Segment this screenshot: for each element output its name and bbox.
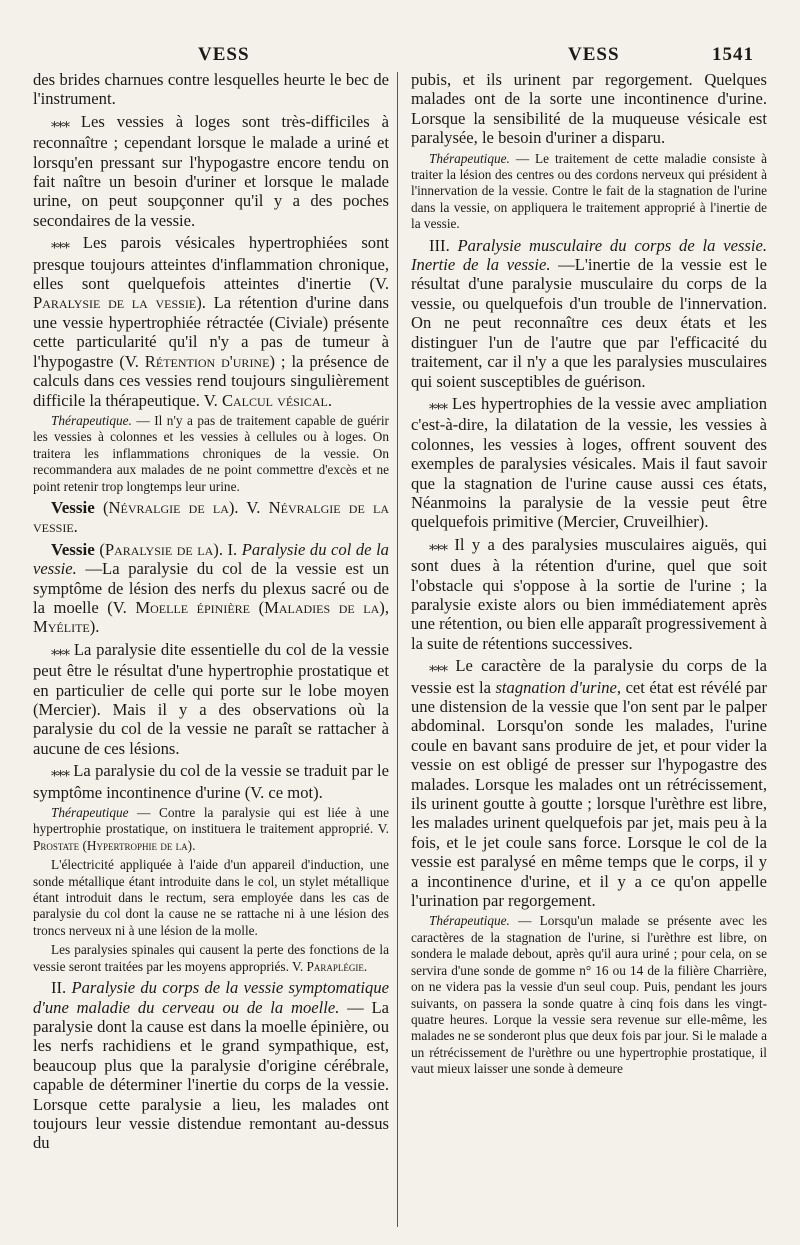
therapeutique-paragraph — [33, 805, 389, 854]
body-paragraph — [33, 540, 389, 637]
text-it: Thérapeutique. — [429, 150, 510, 166]
text-stars: ⁎⁎⁎ — [51, 765, 69, 781]
text-it: Paralysie du col de la vessie. — [33, 539, 389, 579]
text-it: Paralysie du corps de la vessie symptomatique d'une maladie du cerveau ou de la moelle. — [33, 978, 389, 1017]
text-it: Thérapeutique. — [429, 913, 510, 929]
text-run: —La paralysie du col de la vessie est un symptôme de lésion des nerfs du plexus sacré ou de la moelle (V. — [33, 559, 389, 617]
text-it: Paralysie musculaire du corps de la vessie. Inertie de la vessie. — [411, 235, 767, 275]
running-head — [0, 44, 800, 68]
text-run: Les hypertrophies de la vessie avec ampliation c'est-à-dire, la dilatation de la vessie, les vessies à colonnes, les vessies à loges, offrent souvent des exemples de paralysies vésicales. Mais il faut savoir que la stagnation de l'urine cause aussi ces états, Néanmoins la paralysie de la vessie peut être quelquefois primitive (Mercier, Cruveilhier). — [411, 393, 767, 532]
text-sc: Névralgie de la — [108, 497, 229, 517]
text-it: Thérapeutique — [51, 805, 129, 821]
text-run: Les vessies à loges sont très-difficiles à reconnaître ; cependant lorsque le malade a uriné et lorsqu'en pressant sur l'hypogastre encore tendu on fait naître un besoin d'uriner et lorsque le malade urine, on peut soupçonner qu'il y a des poches secondaires de la vessie. — [33, 111, 389, 230]
text-run: , cet état est révélé par une distension de la vessie que l'on sent par le palper abdominal. Lorsqu'on sonde les malades, l'urine coule en bavant sans produire de jet, et pour vider la vessie on est obligé de presser sur l'hypogastre des malades. Lorsque les malades ont un rétrécissement, ils urinent goutte à goutte ; lorsque l'urèthre est libre, les malades urinent quelquefois par jet, mais peu à la fois, et le jet coule sans force. Lorsque le col de la vessie est paralysé en même temps que le corps, il y a incontinence d'urine, et il y a ce qu'on appelle l'urination par regorgement. — [411, 677, 767, 911]
body-paragraph — [33, 70, 389, 109]
text-it: stagnation d'urine — [495, 677, 617, 697]
text-stars: ⁎⁎⁎ — [51, 237, 69, 253]
text-run: ). I. — [213, 539, 242, 559]
page-number: 1541 — [712, 44, 754, 65]
body-paragraph — [33, 640, 389, 758]
left-column — [33, 70, 389, 1232]
text-stars: ⁎⁎⁎ — [51, 115, 69, 131]
text-run: II. — [51, 978, 72, 998]
text-sc: Paralysie de la — [104, 539, 214, 559]
therapeutique-paragraph — [33, 942, 389, 975]
text-sc: Moelle épinière (Maladies de la) — [135, 597, 385, 617]
text-stars: ⁎⁎⁎ — [429, 538, 447, 554]
body-paragraph — [33, 761, 389, 802]
text-run: ) ; la présence de calculs dans ces vessies rend toujours singulièrement difficile la thérapeutique. V. — [33, 351, 389, 410]
body-paragraph — [33, 233, 389, 410]
text-run: — La paralysie dont la cause est dans la moelle épinière, ou les nerfs rachidiens et le grand sympathique, est, beaucoup plus que la paralysie d'origine cérébrale, capable de déterminer l'inertie du corps de la vessie. Lorsque cette paralysie a lieu, les malades ont toujours leur vessie distendue remontant au-dessus du — [33, 997, 389, 1153]
therapeutique-paragraph — [411, 913, 767, 1077]
text-sc: Rétention d'urine — [144, 351, 270, 371]
text-run: ( — [94, 497, 109, 517]
text-it: Thérapeutique. — [51, 412, 132, 428]
text-run: Il y a des paralysies musculaires aiguës, qui sont dues à la rétention d'urine, quel que soit l'obstacle qui s'oppose à la sortie de l'urine ; la paralysie existe alors ou bien immédiatement après une rétention, ou bien elle apparaît progressivement à la suite de rétentions successives. — [411, 534, 767, 653]
body-paragraph — [411, 535, 767, 653]
text-sc: Paralysie de la vessie — [33, 293, 197, 313]
text-run: — Le traitement de cette maladie consiste à traiter la lésion des centres ou des cordons nerveux qui président à l'innervation de la vessie. Contre le fait de la stagnation de l'urine dans la vessie, on appliquera le traitement approprié à l'inertie de la vessie. — [411, 150, 767, 232]
text-run: des brides charnues contre lesquelles heurte le bec de l'instrument. — [33, 70, 389, 109]
text-stars: ⁎⁎⁎ — [429, 660, 447, 676]
running-head-right: VESS — [568, 44, 620, 65]
text-sc: Paraplégie — [306, 958, 364, 974]
body-paragraph — [411, 394, 767, 532]
body-paragraph — [411, 70, 767, 148]
text-run: — Lorsqu'un malade se présente avec les caractères de la stagnation de l'urine, si l'urèthre est libre, on sondera le malade debout, après qu'il aura uriné ; pour cela, on se servira d'une sonde de gomme n° 16 ou 14 de la filière Charrière, on ne videra pas la vessie d'un seul coup. Puis, pendant les jours suivants, on passera la sonde quatre à cinq fois dans les vingt-quatre heures. Lorque la vessie sera revenue sur elle-même, les malades ne se sonderont plus que deux fois par jour. Si le malade a un rétrécissement de l'urèthre ou une hypertrophie prostatique, il vaut mieux laisser une sonde à demeure — [411, 913, 767, 1077]
body-paragraph — [411, 656, 767, 910]
column-divider — [397, 72, 398, 1227]
text-run: ). V. — [228, 497, 269, 517]
text-sc: Névralgie de la vessie — [33, 497, 389, 537]
text-run: — Contre la paralysie qui est liée à une hypertrophie prostatique, on instituera le traitement approprié. V. — [33, 805, 389, 837]
body-paragraph — [33, 112, 389, 230]
text-run: pubis, et ils urinent par regorgement. Quelques malades ont de la sorte une incontinence d'urine. Lorsque la sensibilité de la muqueuse vésicale est paralysée, le besoin d'uriner a disparu. — [411, 70, 767, 148]
text-run: ). La rétention d'urine dans une vessie hypertrophiée rétractée (Civiale) présente cette particularité qu'il n'y a pas de tumeur à l'hypogastre (V. — [33, 293, 389, 371]
text-run: , — [384, 597, 389, 617]
text-run: ( — [94, 539, 105, 559]
text-run: La paralysie dite essentielle du col de la vessie peut être le résultat d'une hypertrophie prostatique et en particulier de celle qui porte sur le lobe moyen (Mercier). Mais il y a des observations où la paralysie du col de la vessie ne paraît se rattacher à aucune de ces lésions. — [33, 639, 389, 758]
text-hl: Vessie — [51, 497, 95, 517]
therapeutique-paragraph — [33, 857, 389, 939]
text-run: — Il n'y a pas de traitement capable de guérir les vessies à colonnes et les vessies à cellules ou à loges. On traitera les inflammations chroniques de la vessie. On recommandera aux malades de ne point commettre d'excès et ne point retenir trop longtemps leur urine. — [33, 412, 389, 494]
text-sc: Prostate (Hypertrophie de la) — [33, 837, 193, 853]
therapeutique-paragraph — [411, 151, 767, 233]
text-run: ). — [89, 617, 100, 637]
text-run: La paralysie du col de la vessie se traduit par le symptôme incontinence d'urine (V. ce mot). — [33, 761, 389, 802]
text-sc: Calcul vésical — [221, 390, 328, 410]
text-run: III. — [429, 235, 458, 255]
text-stars: ⁎⁎⁎ — [429, 397, 447, 413]
therapeutique-paragraph — [33, 413, 389, 495]
text-run: Les paralysies spinales qui causent la perte des fonctions de la vessie seront traitées par les moyens appropriés. V. — [33, 942, 389, 974]
text-sc: Myélite — [33, 617, 90, 637]
running-head-left: VESS — [198, 44, 250, 65]
text-run: Les parois vésicales hypertrophiées sont presque toujours atteintes d'inflammation chronique, elles sont quelquefois atteintes d'inertie (V. — [33, 233, 389, 294]
body-paragraph — [33, 978, 389, 1153]
text-stars: ⁎⁎⁎ — [51, 643, 69, 659]
text-hl: Vessie — [51, 539, 95, 559]
text-run: . — [327, 390, 332, 410]
text-run: L'électricité appliquée à l'aide d'un appareil d'induction, une sonde métallique étant introduite dans le col, un stylet métallique étant introduit dans le rectum, sera employée dans les cas de paralysie du col dont la cause ne se rattache ni à une lésion des troncs nerveux ni à une lésion de la molle. — [33, 857, 389, 938]
text-run: . — [73, 517, 78, 537]
body-paragraph — [411, 236, 767, 391]
text-run: —L'inertie de la vessie est le résultat d'une paralysie musculaire du corps de la vessie, ou quelquefois d'un trouble de l'innervation. On ne peut reconnaître ces deux états et les distinguer l'un de l'autre que par l'efficacité du traitement, car il n'y a que les paralysies musculaires qui soient susceptibles de guérison. — [411, 255, 767, 391]
text-run: . — [363, 958, 368, 974]
text-run: . — [192, 837, 196, 853]
body-paragraph — [33, 498, 389, 537]
text-run: Le caractère de la paralysie du corps de la vessie est la — [411, 656, 767, 697]
right-column — [411, 70, 767, 1232]
